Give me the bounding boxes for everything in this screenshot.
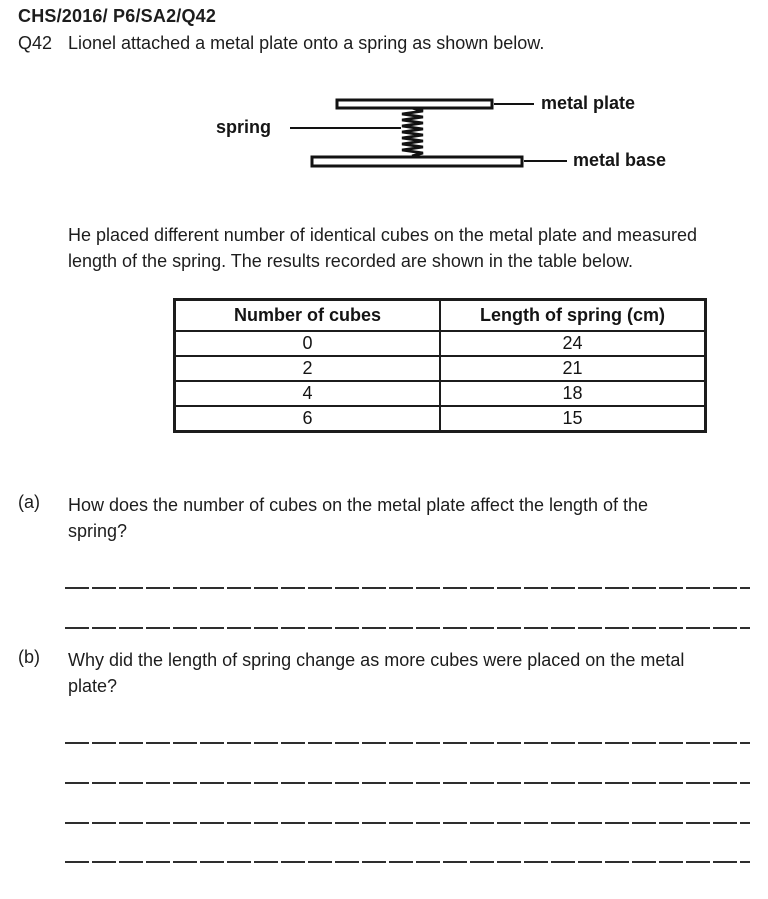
paper-code: CHS/2016/ P6/SA2/Q42	[18, 6, 217, 26]
cell-cubes: 4	[175, 381, 441, 406]
question-intro-text: Lionel attached a metal plate onto a spring as shown below.	[68, 33, 545, 53]
table-row	[175, 381, 706, 406]
metal-plate-shape	[337, 100, 492, 108]
part-b-question	[68, 647, 684, 699]
metal-base-label: metal base	[573, 150, 667, 170]
part-a-question	[68, 492, 648, 544]
part-b-label: (b)	[18, 647, 40, 667]
description-paragraph	[68, 222, 697, 274]
answer-line	[65, 587, 750, 589]
cell-length: 21	[440, 356, 706, 381]
spring-label: spring	[216, 117, 272, 137]
table-row	[175, 356, 706, 381]
spring-diagram	[180, 85, 720, 190]
table-row	[175, 406, 706, 432]
answer-line	[65, 627, 750, 629]
cell-length: 24	[440, 331, 706, 356]
results-table	[173, 298, 707, 433]
cell-cubes: 6	[175, 406, 441, 432]
answer-line	[65, 861, 750, 863]
question-number: Q42	[18, 33, 53, 53]
paragraph-line: length of the spring. The results recorded are shown in the table below.	[68, 251, 634, 271]
paragraph-line: He placed different number of identical cubes on the metal plate and measured	[68, 225, 698, 245]
cell-cubes: 0	[175, 331, 441, 356]
question-line: Why did the length of spring change as more cubes were placed on the metal	[68, 650, 685, 670]
table-header-row	[175, 300, 706, 332]
column-header-length: Length of spring (cm)	[440, 300, 706, 332]
answer-line	[65, 742, 750, 744]
cell-length: 18	[440, 381, 706, 406]
question-line: plate?	[68, 676, 118, 696]
part-a-label: (a)	[18, 492, 40, 512]
answer-line	[65, 822, 750, 824]
table-row	[175, 331, 706, 356]
column-header-cubes: Number of cubes	[175, 300, 441, 332]
question-line: How does the number of cubes on the metal plate affect the length of the	[68, 495, 649, 515]
spring-coil-shape	[402, 108, 423, 156]
answer-line	[65, 782, 750, 784]
cell-length: 15	[440, 406, 706, 432]
metal-plate-label: metal plate	[541, 93, 636, 113]
metal-base-shape	[312, 157, 522, 166]
cell-cubes: 2	[175, 356, 441, 381]
question-line: spring?	[68, 521, 128, 541]
